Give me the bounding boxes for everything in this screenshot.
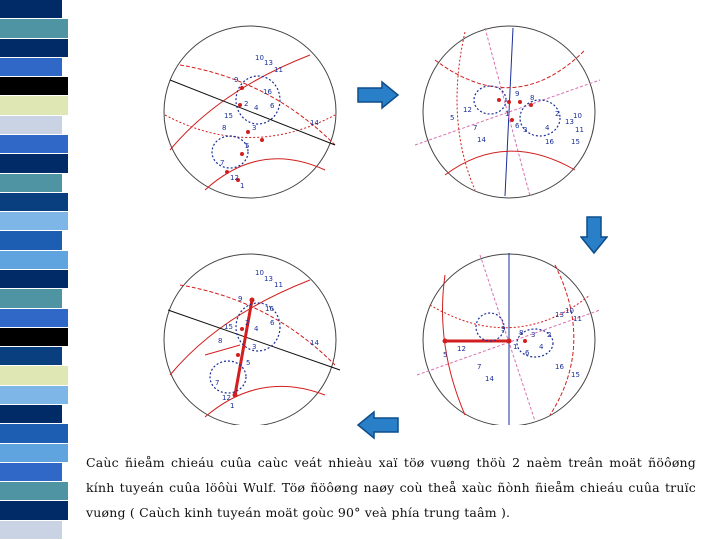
strip-block: [0, 116, 62, 135]
pole-label: 2: [547, 331, 552, 339]
pole-label: 7: [473, 124, 478, 132]
strip-block: [0, 174, 62, 193]
pole-label: 9: [501, 325, 506, 333]
pole-label: 12: [457, 345, 466, 353]
pole-label: 12: [222, 394, 231, 402]
pole-label: 14: [485, 375, 494, 383]
strip-block: [0, 212, 68, 231]
pole-label: 16: [265, 305, 274, 313]
pole-label: 2: [555, 110, 560, 118]
pole-label: 15: [571, 371, 580, 379]
strip-block: [0, 289, 62, 308]
pole-label: 13: [555, 311, 564, 319]
pole-label: 10: [255, 54, 264, 62]
strip-block: [0, 154, 68, 173]
strip-block: [0, 19, 68, 38]
strip-block: [0, 0, 62, 19]
pole-label: 14: [310, 119, 319, 127]
pole-label: 4: [545, 124, 550, 132]
pole-label: 14: [477, 136, 486, 144]
stereogram-top-left: [150, 20, 350, 200]
pole-label: 16: [263, 88, 272, 96]
pole-label: 9: [234, 76, 239, 84]
strip-block: [0, 424, 68, 443]
strip-block: [0, 58, 62, 77]
pole-label: 8: [218, 337, 223, 345]
stereogram-bottom-left: [150, 245, 350, 425]
pole-label: 7: [477, 363, 482, 371]
pole-label: 9: [515, 90, 520, 98]
pole-label: 1: [505, 110, 510, 118]
pole-label: 3: [523, 126, 528, 134]
strip-block: [0, 193, 68, 212]
pole-label: 10: [565, 307, 574, 315]
pole-label: 16: [555, 363, 564, 371]
strip-block: [0, 96, 68, 115]
pole-label: 13: [565, 118, 574, 126]
pole-label: 7: [220, 159, 225, 167]
pole-label: 6: [515, 122, 520, 130]
pole-label: 1: [513, 343, 518, 351]
strip-block: [0, 366, 68, 385]
pole-label: 5: [246, 359, 251, 367]
pole-label: 8: [530, 94, 535, 102]
strip-block: [0, 39, 68, 58]
pole-label: 11: [274, 66, 283, 74]
strip-block: [0, 405, 62, 424]
pole-label: 6: [525, 349, 530, 357]
pole-label: 4: [254, 104, 259, 112]
pole-label: 1: [230, 402, 235, 410]
pole-label: 15: [571, 138, 580, 146]
arrow-left-icon: [356, 410, 400, 440]
pole-label: 3: [252, 343, 257, 351]
pole-label: 3: [252, 124, 257, 132]
pole-label: 13: [264, 59, 273, 67]
pole-label: 16: [545, 138, 554, 146]
strip-block: [0, 309, 68, 328]
pole-label: 8: [519, 329, 524, 337]
strip-block: [0, 231, 62, 250]
strip-block: [0, 135, 68, 154]
pole-label: 15: [224, 323, 233, 331]
pole-label: 13: [264, 275, 273, 283]
strip-block: [0, 251, 68, 270]
pole-label: 5: [245, 142, 250, 150]
strip-block: [0, 463, 62, 482]
strip-block: [0, 482, 68, 501]
pole-label: 9: [238, 295, 243, 303]
strip-block: [0, 386, 68, 405]
pole-label: 5: [443, 351, 448, 359]
strip-block: [0, 328, 68, 347]
caption-text: Caùc ñieåm chieáu cuûa caùc veát nhieàu xaï töø vuøng thöù 2 naèm treân moät ñöôøng kính tuyeán cuûa löôùi Wulf. Töø ñöôøng naøy coù theå xaùc ñònh ñieåm chieáu cuûa truïc vuøng ( Caùch kinh tuyeán moät goùc 90° veà phía trung taâm ).: [86, 455, 696, 520]
stereogram-top-right: [405, 20, 605, 200]
strip-block: [0, 501, 68, 520]
strip-block: [0, 444, 68, 463]
pole-label: 15: [224, 112, 233, 120]
strip-block: [0, 270, 68, 289]
pole-label: 7: [215, 379, 220, 387]
pole-label: 1: [240, 182, 245, 190]
arrow-down-icon: [580, 215, 608, 255]
pole-label: 6: [270, 102, 275, 110]
pole-label: 14: [310, 339, 319, 347]
strip-block: [0, 347, 62, 366]
strip-block: [0, 521, 62, 540]
pole-label: 2: [244, 100, 249, 108]
pole-label: 10: [255, 269, 264, 277]
pole-label: 3: [531, 331, 536, 339]
pole-label: 4: [254, 325, 259, 333]
pole-label: 12: [463, 106, 472, 114]
decorative-strip: [0, 0, 68, 540]
pole-label: 11: [575, 126, 584, 134]
strip-block: [0, 77, 68, 96]
pole-label: 10: [573, 112, 582, 120]
arrow-right-icon: [356, 80, 400, 110]
stereogram-bottom-right: [405, 245, 605, 425]
pole-label: 11: [573, 315, 582, 323]
pole-label: 2: [245, 319, 250, 327]
pole-label: 11: [274, 281, 283, 289]
pole-label: 8: [222, 124, 227, 132]
pole-label: 5: [450, 114, 455, 122]
pole-label: 4: [539, 343, 544, 351]
pole-label: 6: [270, 319, 275, 327]
pole-label: 12: [230, 174, 239, 182]
